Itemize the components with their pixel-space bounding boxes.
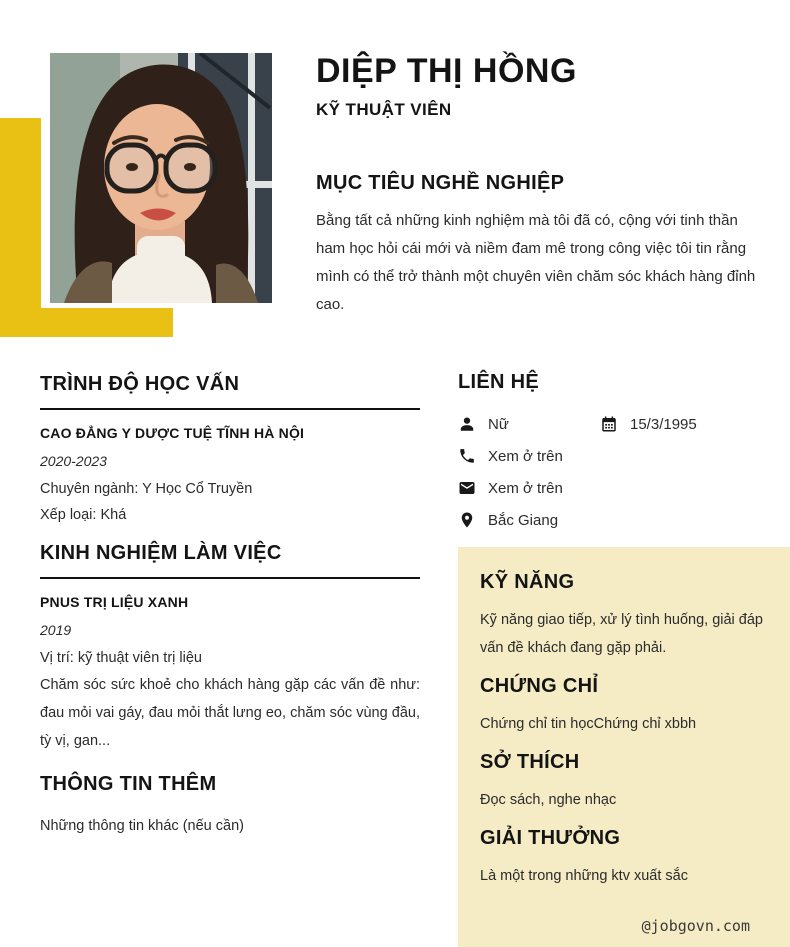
education-school: CAO ĐẲNG Y DƯỢC TUỆ TĨNH HÀ NỘI	[40, 425, 305, 441]
additional-info-section	[40, 773, 420, 839]
accent-bar-horizontal	[0, 308, 173, 337]
left-column	[40, 373, 420, 853]
certificates-heading: CHỨNG CHỈ	[480, 675, 599, 697]
additional-info-heading: THÔNG TIN THÊM	[40, 773, 217, 795]
awards-heading: GIẢI THƯỞNG	[480, 827, 621, 849]
address-value: Bắc Giang	[488, 511, 559, 529]
additional-info-text: Những thông tin khác (nếu cần)	[40, 818, 244, 834]
calendar-icon	[600, 415, 618, 433]
location-item	[458, 511, 558, 529]
header-block	[316, 52, 766, 120]
education-years: 2020-2023	[40, 453, 107, 469]
experience-company: PNUS TRỊ LIỆU XANH	[40, 594, 189, 610]
skills-text: Kỹ năng giao tiếp, xử lý tình huống, giải đáp vấn đề khách đang gặp phải.	[480, 612, 763, 656]
birthdate-value: 15/3/1995	[630, 415, 697, 433]
objective-text: Bằng tất cả những kinh nghiệm mà tôi đã có, cộng với tinh thần ham học hỏi cái mới và niềm đam mê trong công việc tôi tin rằng mình có thể trở thành một chuyên viên chăm sóc khách hàng đỉnh cao.	[316, 212, 756, 313]
contact-row-gender-birthdate	[458, 408, 778, 440]
hobbies-heading: SỞ THÍCH	[480, 751, 580, 773]
location-icon	[458, 511, 476, 529]
birthdate-item	[600, 415, 697, 433]
education-grade: Xếp loại: Khá	[40, 507, 127, 523]
contact-row-address	[458, 504, 778, 536]
email-item	[458, 479, 563, 497]
profile-photo	[50, 53, 272, 303]
certificates-text: Chứng chỉ tin họcChứng chỉ xbbh	[480, 716, 697, 732]
skills-heading: KỸ NĂNG	[480, 571, 575, 593]
contact-section	[458, 371, 778, 536]
accent-bar-vertical	[0, 118, 41, 337]
portrait-illustration	[50, 53, 272, 303]
watermark: @jobgovn.com	[641, 917, 750, 935]
job-title: KỸ THUẬT VIÊN	[316, 100, 452, 120]
hobbies-text: Đọc sách, nghe nhạc	[480, 792, 617, 808]
email-icon	[458, 479, 476, 497]
education-section	[40, 373, 420, 528]
contact-heading: LIÊN HỆ	[458, 371, 539, 393]
education-heading: TRÌNH ĐỘ HỌC VẤN	[40, 373, 420, 410]
email-value: Xem ở trên	[488, 479, 563, 497]
experience-description: Chăm sóc sức khoẻ cho khách hàng gặp các vấn đề như: đau mỏi vai gáy, đau mỏi thắt lưng eo, chăm sóc vùng đầu, tỳ vị, gan...	[40, 677, 420, 749]
awards-text: Là một trong những ktv xuất sắc	[480, 868, 688, 884]
phone-item	[458, 447, 563, 465]
phone-value: Xem ở trên	[488, 447, 563, 465]
info-box	[458, 547, 790, 947]
contact-row-phone	[458, 440, 778, 472]
contact-row-email	[458, 472, 778, 504]
experience-section	[40, 542, 420, 755]
phone-icon	[458, 447, 476, 465]
experience-heading: KINH NGHIỆM LÀM VIỆC	[40, 542, 420, 579]
candidate-name: DIỆP THỊ HỒNG	[316, 52, 577, 90]
education-major: Chuyên ngành: Y Học Cổ Truyền	[40, 481, 253, 497]
experience-position: Vị trí: kỹ thuật viên trị liệu	[40, 650, 202, 666]
objective-section	[316, 172, 764, 319]
person-icon	[458, 415, 476, 433]
objective-heading: MỤC TIÊU NGHỀ NGHIỆP	[316, 172, 565, 194]
gender-value: Nữ	[488, 415, 509, 433]
experience-year: 2019	[40, 622, 72, 638]
gender-item	[458, 415, 600, 433]
